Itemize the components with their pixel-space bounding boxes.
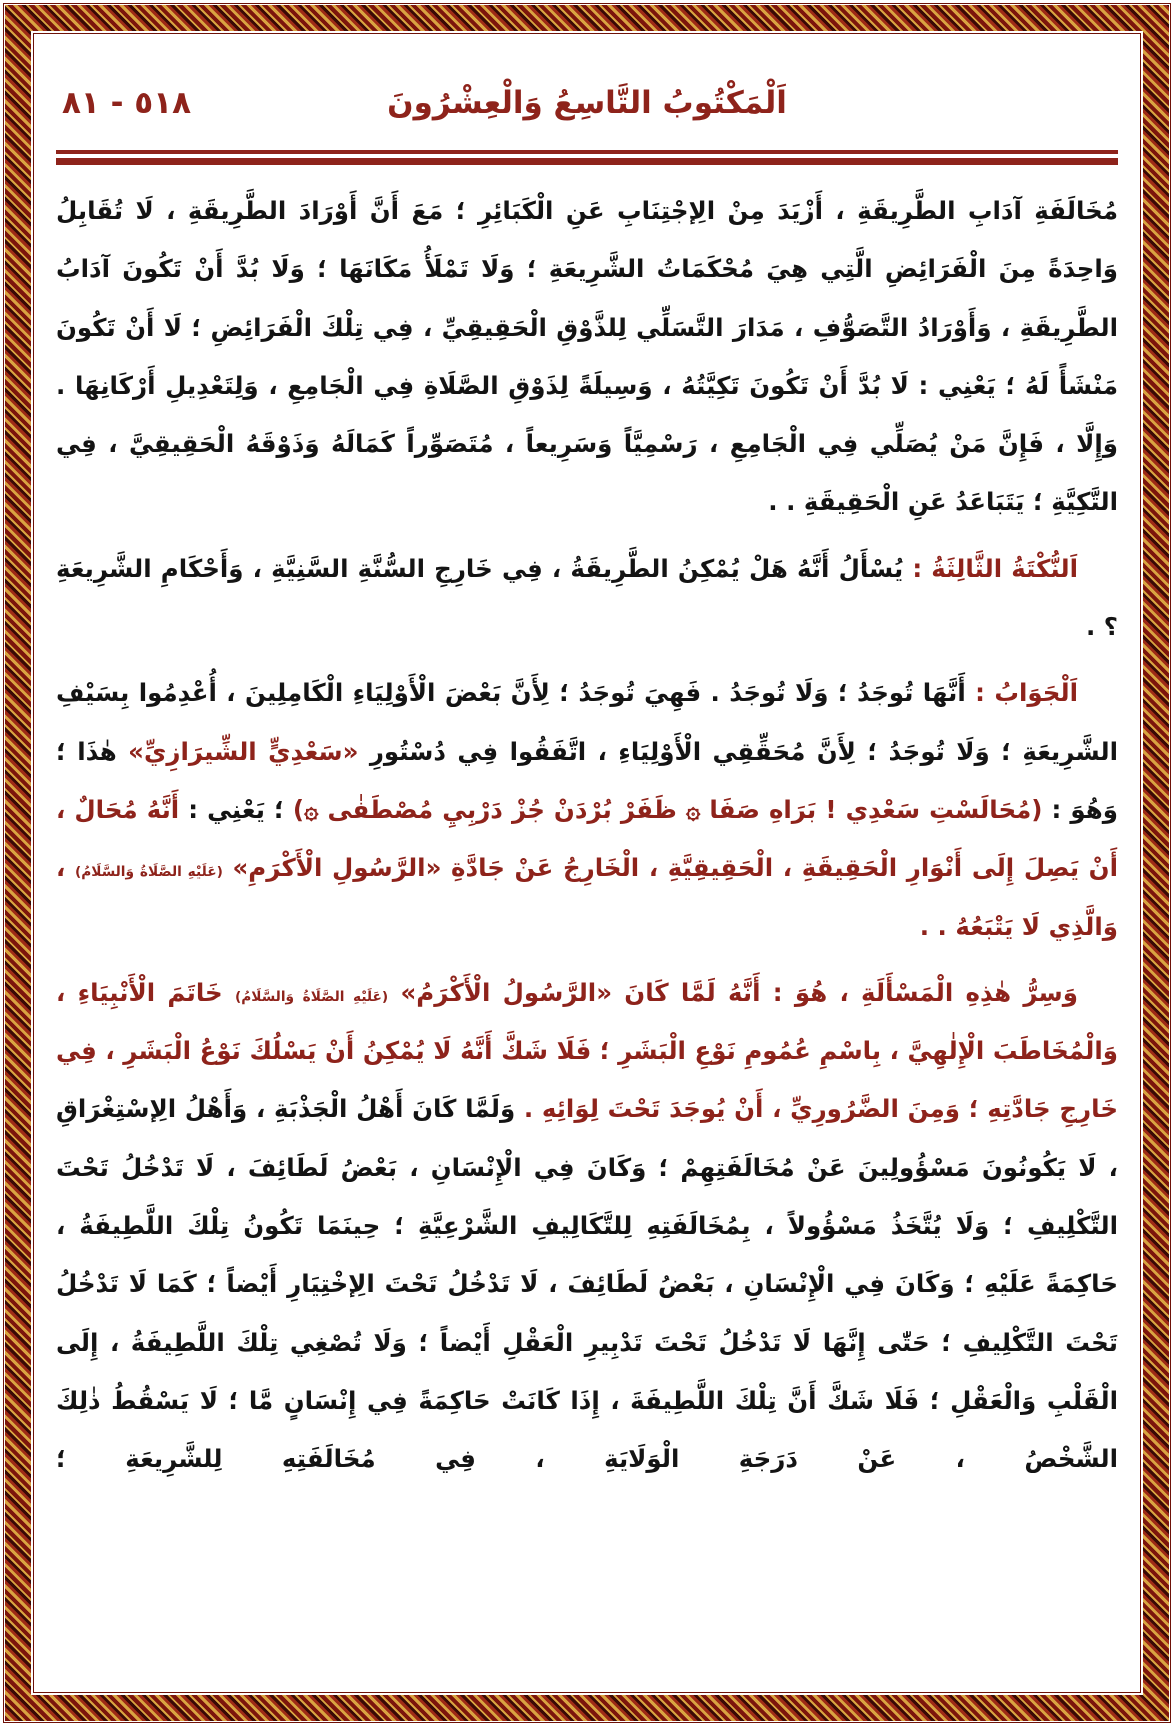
text-segment-black: وَلَمَّا كَانَ أَهْلُ الْجَذْبَةِ ، وَأَهْلُ الِإسْتِغْرَاقِ ، لَا يَكُونُونَ مَسْؤُولِينَ عَنْ مُخَالَفَتِهِمْ ؛ وَكَانَ فِي الْإِنْسَانِ ، بَعْضُ لَطَائِفَ ، لَا تَدْخُلُ تَحْتَ التَّكْلِيفِ ؛ وَلَا يُتَّخَذُ مَسْؤُولاً ، بِمُخَالَفَتِهِ لِلتَّكَالِيفِ الشَّرْعِيَّةِ ؛ حِينَمَا تَكُونُ تِلْكَ اللَّطِيفَةُ ، حَاكِمَةً عَلَيْهِ ؛ وَكَانَ فِي الْإِنْسَانِ ، بَعْضُ لَطَائِفَ ، لَا تَدْخُلُ تَحْتَ الِإخْتِيَارِ أَيْضاً ؛ كَمَا لَا تَدْخُلُ تَحْتَ التَّكْلِيفِ ؛ حَتّٰى إِنَّهَا لَا تَدْخُلُ تَحْتَ تَدْبِيرِ الْعَقْلِ أَيْضاً ؛ وَلَا تُصْغِي تِلْكَ اللَّطِيفَةُ ، إِلَى الْقَلْبِ وَالْعَقْلِ ؛ فَلَا شَكَّ أَنَّ تِلْكَ اللَّطِيفَةَ ، إِذَا كَانَتْ حَاكِمَةً فِي إِنْسَانٍ مَّا ؛ لَا يَسْقُطُ ذٰلِكَ الشَّخْصُ ، عَنْ دَرَجَةِ الْوَلَايَةِ ، فِي مُخَالَفَتِهِ لِلشَّرِيعَةِ ؛ [56,1094,1118,1474]
honorific-seal: (عَلَيْهِ الصَّلَاةُ وَالسَّلَامُ) [234,988,389,1005]
text-segment-red: خَاتَمَ الْأَنْبِيَاءِ ، وَالْمُخَاطَبَ الْإِلٰهِيَّ ، بِاسْمِ عُمُومِ نَوْعِ الْبَشَرِ ؛ فَلَا شَكَّ أَنَّهُ لَا يُمْكِنُ أَنْ يَسْلُكَ نَوْعُ الْبَشَرِ ، فِي خَارِجِ جَادَّتِهِ ؛ وَمِنَ الضَّرُورِيِّ ، أَنْ يُوجَدَ تَحْتَ لِوَائِهِ . [56,977,1119,1124]
text-segment-red: «سَعْدِيٍّ الشِّيرَازِيِّ» [116,736,359,766]
paragraph-continuation [56,182,1118,532]
text-segment-red: وَسِرُّ هٰذِهِ الْمَسْأَلَةِ ، هُوَ : أَنَّهُ لَمَّا كَانَ «الرَّسُولُ الْأَكْرَمُ» [388,977,1078,1007]
text-segment-red: (مُحَالَسْتِ سَعْدِي ! بَرَاهِ صَفَا ۞ ظَفَرْ بُرْدَنْ جُزْ دَرْبِيِ مُصْطَفٰى ۞) [283,794,1043,824]
text-segment-red: اَلنُّكْتَةُ الثَّالِثَةُ : [903,553,1078,583]
body-text [56,182,1118,1489]
text-segment-red: اَلْجَوَابُ : [965,678,1078,708]
paragraph-secret-of-matter [56,964,1118,1489]
divider-line-bottom [56,158,1118,165]
text-segment-black: هٰذَا ؛ وَهُوَ : [56,736,1118,824]
text-segment-black: يُسْأَلُ أَنَّهُ هَلْ يُمْكِنُ الطَّرِيقَةُ ، فِي خَارِجِ السُّنَّةِ السَّنِيَّةِ ، وَأَحْكَامِ الشَّرِيعَةِ ؟ . [56,553,1118,642]
page-title: اَلْمَكْتُوبُ التَّاسِعُ وَالْعِشْرُونَ [387,85,787,121]
text-segment-red: أَنَّهُ مُحَالٌ ، أَنْ يَصِلَ إِلَى أَنْوَارِ الْحَقِيقَةِ ، الْحَقِيقِيَّةِ ، الْخَارِجُ عَنْ جَادَّةِ «الرَّسُولِ الْأَكْرَمِ» [56,794,1118,883]
text-segment-red: ، وَالَّذِي لَا يَتْبَعُهُ . . [56,853,1118,941]
page-header [56,64,1118,142]
text-segment-black: مُخَالَفَةِ آدَابِ الطَّرِيقَةِ ، أَزْيَدَ مِنْ الِإجْتِنَابِ عَنِ الْكَبَائِرِ ؛ مَعَ أَنَّ أَوْرَادَ الطَّرِيقَةِ ، لَا تُقَابِلُ وَاحِدَةً مِنَ الْفَرَائِضِ الَّتِي هِيَ مُحْكَمَاتُ الشَّرِيعَةِ ؛ وَلَا تَمْلَأُ مَكَانَهَا ؛ وَلَا بُدَّ أَنْ تَكُونَ آدَابُ الطَّرِيقَةِ ، وَأَوْرَادُ التَّصَوُّفِ ، مَدَارَ التَّسَلِّي لِلذَّوْقِ الْحَقِيقِيِّ ، فِي تِلْكَ الْفَرَائِضِ ؛ لَا أَنْ تَكُونَ مَنْشَأً لَهُ ؛ يَعْنِي : لَا بُدَّ أَنْ تَكُونَ تَكِيَّتُهُ ، وَسِيلَةً لِذَوْقِ الصَّلَاةِ فِي الْجَامِعِ ، وَلِتَعْدِيلِ أَرْكَانِهَا . وَإِلَّا ، فَإِنَّ مَنْ يُصَلِّي فِي الْجَامِعِ ، رَسْمِيَّاً وَسَرِيعاً ، مُتَصَوِّراً كَمَالَهُ وَذَوْقَهُ الْحَقِيقِيَّ ، فِي التَّكِيَّةِ ؛ يَتَبَاعَدُ عَنِ الْحَقِيقَةِ . . [56,196,1118,517]
page-number: ٥١٨ - ٨١ [62,85,192,121]
header-divider [56,150,1118,168]
paragraph-third-point [56,540,1118,657]
honorific-seal: (عَلَيْهِ الصَّلَاةُ وَالسَّلَامُ) [74,864,223,881]
text-segment-black: أَنَّهَا تُوجَدُ ؛ وَلَا تُوجَدُ . فَهِيَ تُوجَدُ ؛ لِأَنَّ بَعْضَ الْأَوْلِيَاءِ الْكَامِلِينَ ، أُعْدِمُوا بِسَيْفِ الشَّرِيعَةِ ؛ وَلَا تُوجَدُ ؛ لِأَنَّ مُحَقِّقِي الْأَوْلِيَاءِ ، اتَّفَقُوا فِي دُسْتُورِ [56,678,1118,766]
text-segment-black: ؛ يَعْنِي : [179,794,284,824]
paragraph-answer [56,664,1118,955]
page-content [56,46,1118,1686]
